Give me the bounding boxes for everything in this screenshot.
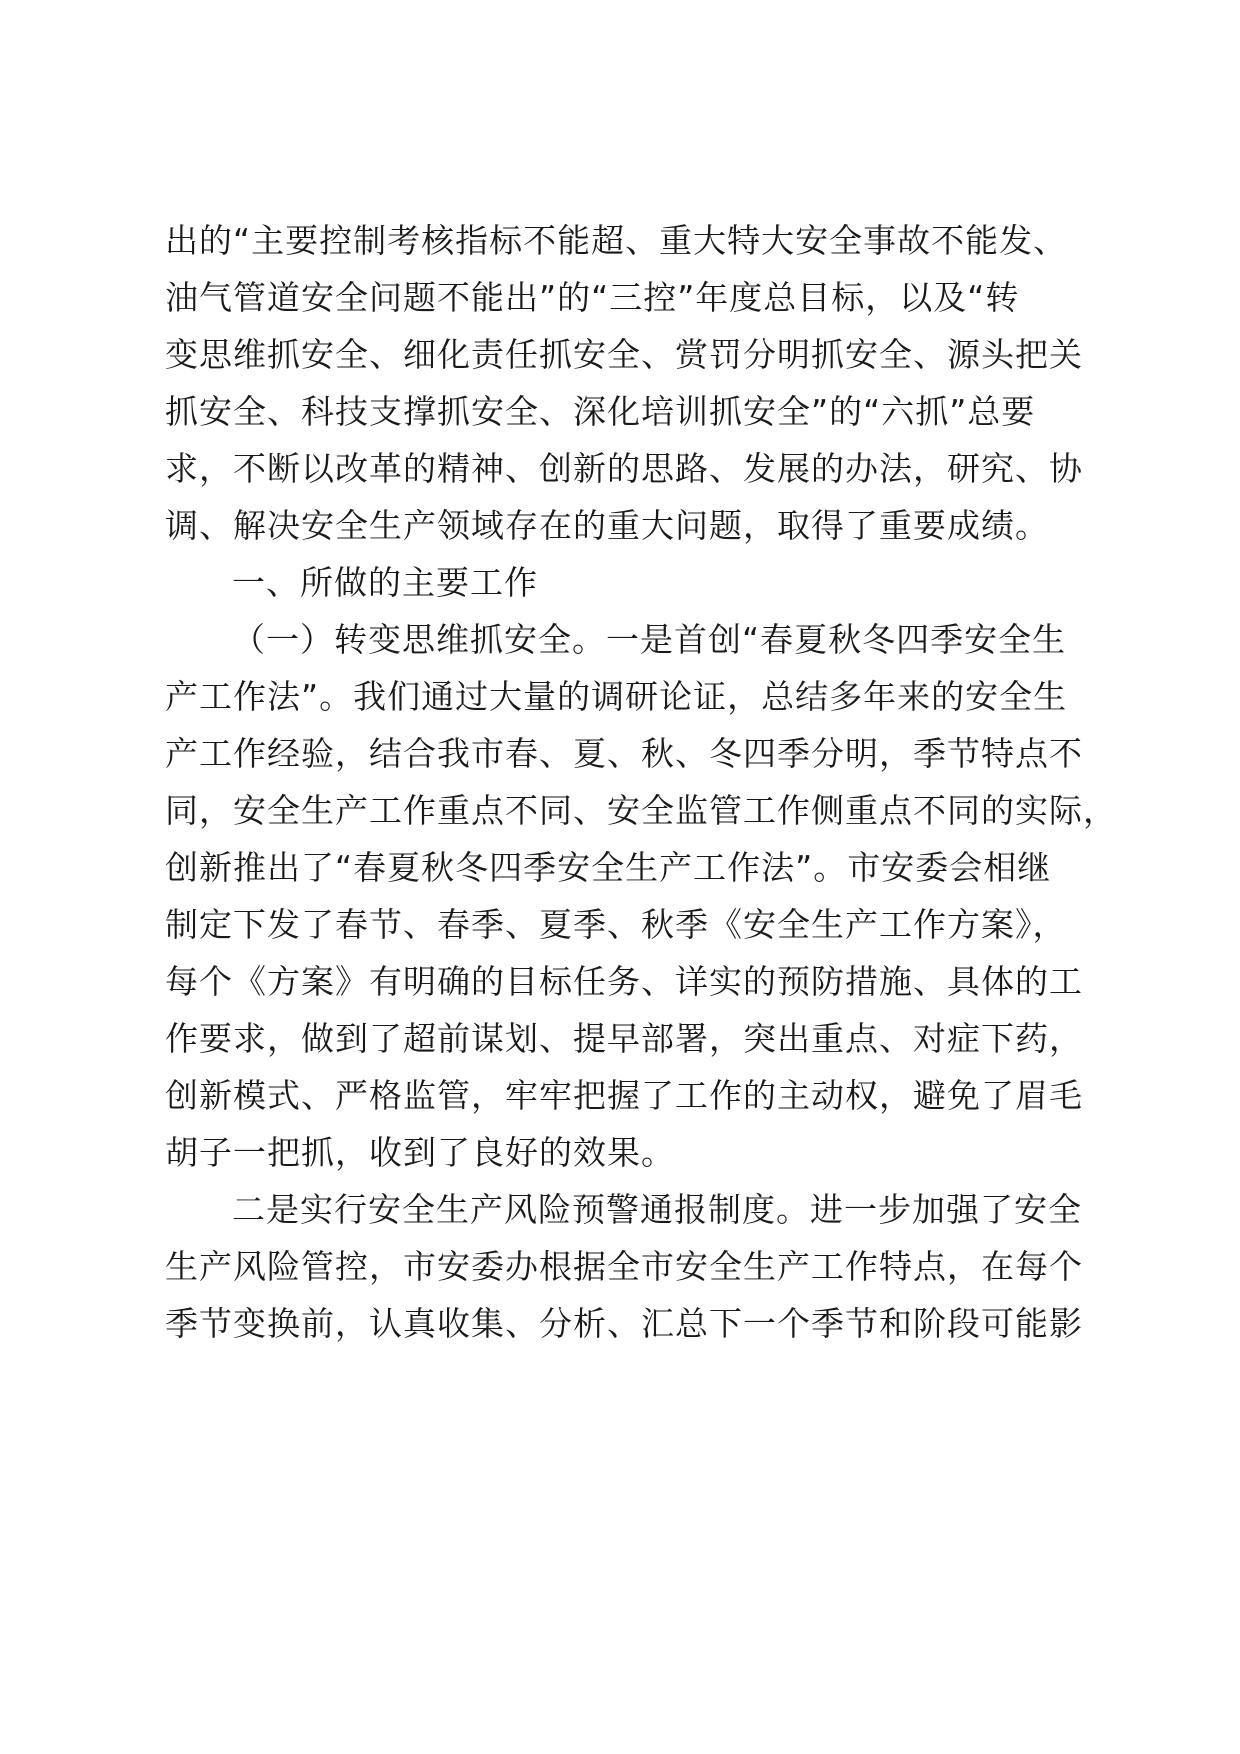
text-line: 求，不断以改革的精神、创新的思路、发展的办法，研究、协 (165, 449, 1083, 488)
text-line: 产工作法”。我们通过大量的调研论证，总结多年来的安全生 (165, 677, 1068, 716)
section-heading: 一、所做的主要工作 (232, 563, 538, 602)
text-line: 抓安全、科技支撑抓安全、深化培训抓安全”的“六抓”总要 (165, 392, 1036, 431)
text-line: 二是实行安全生产风险预警通报制度。进一步加强了安全 (232, 1190, 1082, 1229)
text-line: 调、解决安全生产领域存在的重大问题，取得了重要成绩。 (165, 506, 1049, 545)
text-line: 变思维抓安全、细化责任抓安全、赏罚分明抓安全、源头把关 (165, 335, 1083, 374)
text-line: 每个《方案》有明确的目标任务、详实的预防措施、具体的工 (165, 962, 1083, 1001)
text-line: 创新推出了“春夏秋冬四季安全生产工作法”。市安委会相继 (165, 848, 1052, 887)
text-line: 制定下发了春节、春季、夏季、秋季《安全生产工作方案》， (165, 905, 1067, 944)
text-line: 季节变换前，认真收集、分析、汇总下一个季节和阶段可能影 (165, 1304, 1083, 1343)
text-line: 同，安全生产工作重点不同、安全监管工作侧重点不同的实际， (165, 791, 1117, 830)
text-line: 创新模式、严格监管，牢牢把握了工作的主动权，避免了眉毛 (165, 1076, 1083, 1115)
text-line: （一）转变思维抓安全。一是首创“春夏秋冬四季安全生 (232, 620, 1067, 659)
text-line: 胡子一把抓，收到了良好的效果。 (165, 1133, 675, 1172)
text-line: 出的“主要控制考核指标不能超、重大特大安全事故不能发、 (165, 221, 1068, 260)
text-line: 产工作经验，结合我市春、夏、秋、冬四季分明，季节特点不 (165, 734, 1083, 773)
text-line: 作要求，做到了超前谋划、提早部署，突出重点、对症下药， (165, 1019, 1083, 1058)
text-line: 油气管道安全问题不能出”的“三控”年度总目标，以及“转 (165, 278, 1020, 317)
text-line: 生产风险管控，市安委办根据全市安全生产工作特点，在每个 (165, 1247, 1083, 1286)
